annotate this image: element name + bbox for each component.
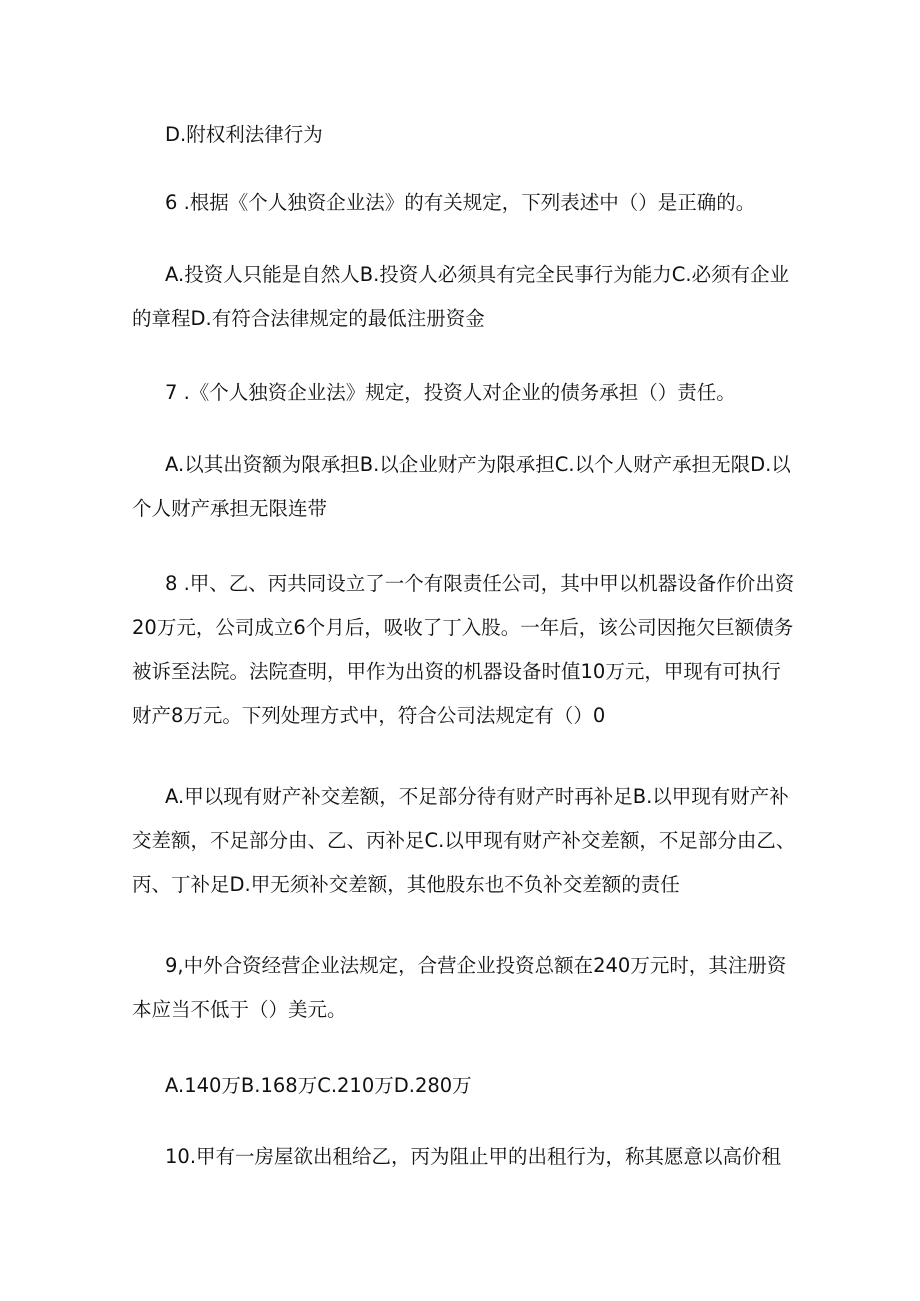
- paragraph-question-8: 8 .甲、乙、丙共同设立了一个有限责任公司，其中甲以机器设备作价出资20万元，公司成立6个月后，吸收了丁入股。一年后，该公司因拖欠巨额债务被诉至法院。法院查明，甲作为出资的机器设备时值10万元，甲现有可执行财产8万元。下列处理方式中，符合公司法规定有（）0: [132, 572, 795, 727]
- paragraph-option-d-conditional-act: D.附权利法律行为: [165, 123, 323, 146]
- paragraph-question-6: 6 .根据《个人独资企业法》的有关规定，下列表述中（）是正确的。: [165, 191, 756, 214]
- paragraph-question-8-options: A.甲以现有财产补交差额，不足部分待有财产时再补足B.以甲现有财产补交差额，不足部分由、乙、丙补足C.以甲现有财产补交差额，不足部分由乙、丙、丁补足D.甲无须补交差额，其他股东也不负补交差额的责任: [132, 785, 796, 896]
- paragraph-question-7-options: A.以其出资额为限承担B.以企业财产为限承担C.以个人财产承担无限D.以个人财产承担无限连带: [132, 453, 791, 520]
- paragraph-question-9: 9,中外合资经营企业法规定，合营企业投资总额在240万元时，其注册资本应当不低于（）美元。: [132, 954, 787, 1021]
- paragraph-question-9-options: A.140万B.168万C.210万D.280万: [165, 1074, 472, 1097]
- paragraph-question-7: 7 .《个人独资企业法》规定，投资人对企业的债务承担（）责任。: [165, 381, 736, 404]
- paragraph-question-6-options: A.投资人只能是自然人B.投资人必须具有完全民事行为能力C.必须有企业的章程D.有符合法律规定的最低注册资金: [132, 263, 790, 330]
- paragraph-question-10: 10.甲有一房屋欲出租给乙，丙为阻止甲的出租行为，称其愿意以高价租: [165, 1145, 782, 1168]
